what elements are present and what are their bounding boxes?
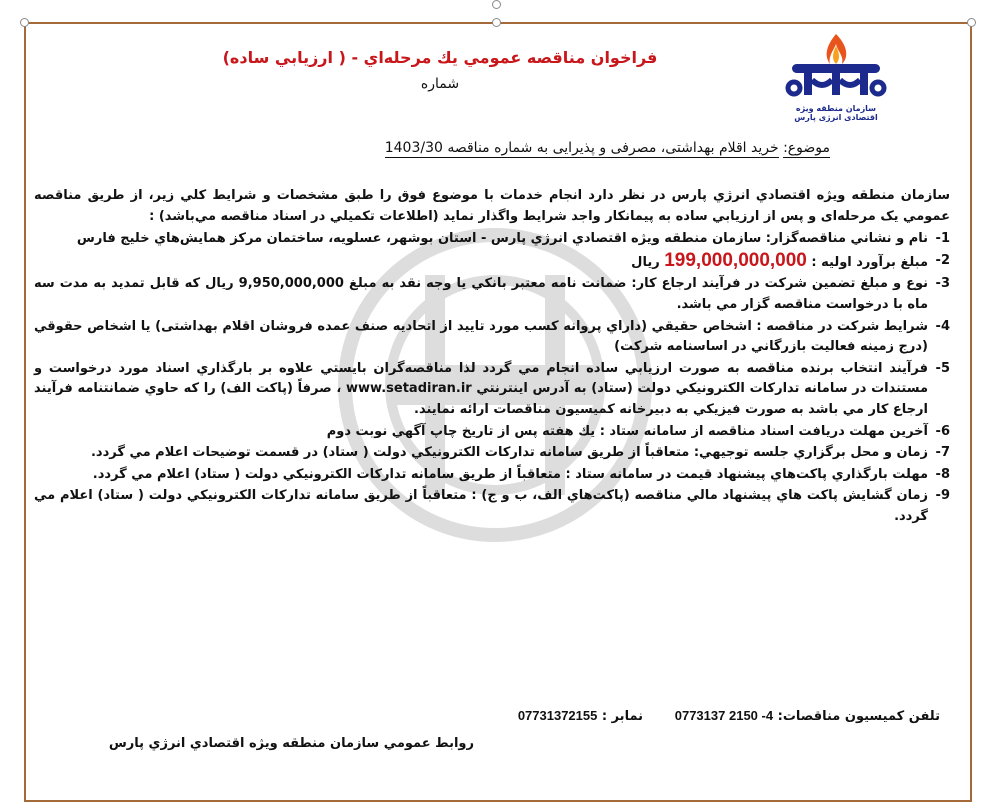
- rotate-handle[interactable]: [492, 0, 501, 9]
- item-number: 5-: [935, 360, 950, 376]
- item-text: زمان گشايش پاكت هاي پيشنهاد مالي مناقصه (پاكت‌هاي الف، ب و ج) : متعاقباً از طريق سامانه تداركات الكترونيكي دولت ( ستاد) اعلام مي گردد.: [34, 488, 928, 524]
- subject-line: [190, 140, 830, 156]
- phone-value: 4- 2150 0773137: [674, 708, 774, 723]
- list-item-2: [34, 251, 950, 274]
- item-number: 8-: [935, 466, 950, 482]
- commission-contact: [340, 708, 940, 724]
- page-title: فراخوان مناقصه عمومي يك مرحله‌اي - ( ارزيابي ساده): [222, 48, 658, 67]
- list-item-3: [34, 274, 950, 315]
- item-number: 2-: [935, 252, 950, 268]
- item-text: شرايط شركت در مناقصه : اشخاص حقيقي (داراي پروانه كسب مورد تاييد از اتحاديه صنف عمده فروشان اقلام بهداشتی) يا اشخاص حقوقي (درج زمينه فعاليت بازرگاني در اساسنامه شركت): [34, 318, 928, 355]
- estimate-label: مبلغ برآورد اوليه :: [811, 254, 928, 270]
- fax-value: 07731372155: [517, 708, 598, 723]
- item-text: مهلت بارگذاري پاكت‌هاي پيشنهاد قيمت در سامانه ستاد : متعاقباً از طريق سامانه تداركات الكترونيكي دولت ( ستاد) اعلام مي گردد.: [92, 466, 928, 482]
- item-number: 6-: [935, 423, 950, 439]
- item-number: 9-: [935, 488, 950, 504]
- announcement-body: [34, 186, 950, 529]
- item-text: زمان و محل برگزاري جلسه توجيهي: متعاقباً از طريق سامانه تداركات الكترونيكي دولت ( ستاد) در قسمت توضيحات اعلام مي گردد.: [90, 445, 928, 461]
- list-item-8: [34, 465, 950, 486]
- resize-handle-top-left[interactable]: [20, 18, 29, 27]
- resize-handle-top-right[interactable]: [967, 18, 976, 27]
- list-item-4: [34, 317, 950, 358]
- public-relations-signature: روابط عمومي سازمان منطقه ويژه اقتصادي انرژي پارس: [108, 736, 474, 751]
- item-number: 4-: [935, 318, 950, 334]
- item-text: نوع و مبلغ تضمين شركت در فرآيند ارجاع كار: ضمانت نامه معتبر بانكي يا وجه نقد به مبلغ 9,950,000,000 ريال كه قابل تمديد به مدت سه ماه با درخواست مناقصه گزار مي باشد.: [34, 276, 928, 312]
- subject-text: خريد اقلام بهداشتی، مصرفی و پذیرایی به شماره مناقصه 1403/30: [384, 140, 779, 156]
- list-item-7: [34, 443, 950, 464]
- organization-logo: [782, 30, 890, 120]
- item-number: 1-: [935, 231, 950, 247]
- list-item-6: [34, 422, 950, 443]
- item-text: نام و نشاني مناقصه‌گزار: سازمان منطقه ويژه اقتصادي انرژي پارس - استان بوشهر، عسلويه، ساختمان مركز همايش‌هاي خليج فارس: [76, 231, 928, 247]
- list-item-5: [34, 359, 950, 421]
- subject-label: موضوع:: [783, 140, 830, 156]
- estimate-line: [34, 251, 928, 274]
- item-text: آخرين مهلت دريافت اسناد مناقصه از سامانه ستاد : يك هفته پس از تاريخ چاپ آگهي نوبت دوم: [326, 423, 928, 439]
- phone-label: تلفن كميسيون مناقصات:: [777, 709, 940, 724]
- estimate-amount: 199,000,000,000: [664, 249, 807, 271]
- list-item-1: [34, 229, 950, 250]
- item-number: 3-: [935, 276, 950, 292]
- intro-paragraph: سازمان منطقه ويژه اقتصادي انرژي پارس در نظر دارد انجام خدمات با موضوع فوق را طبق مشخصات و شرايط كلي زير، از طريق مناقصه عمومي يک مرحله‌ای و پس از ارزيابي ساده به پيمانكار واجد شرايط واگذار نمايد (اطلاعات تكميلي در اسناد مناقصه مي‌باشد) :: [34, 188, 950, 224]
- estimate-unit: ريال: [631, 254, 660, 270]
- item-text: فرآيند انتخاب برنده مناقصه به صورت ارزيابي ساده انجام مي گردد لذا مناقصه‌گران بايستي علاوه بر بارگذاري اسناد مورد درخواست و مستندات در سامانه تداركات الكترونيكي دولت (ستاد) به آدرس اينترنتي www.setadiran.ir ، صرفاً (پاكت الف) را كه حاوي ضمانتنامه فرآيند ارجاع كار مي باشد به صورت فيزيكي به دبيرخانه كميسيون مناقصات ارائه نمايند.: [34, 360, 928, 417]
- list-item-9: [34, 486, 950, 527]
- conditions-list: [34, 229, 950, 527]
- resize-handle-top-center[interactable]: [492, 18, 501, 27]
- tender-number-label: شماره: [420, 76, 460, 92]
- fax-label: نمابر :: [601, 709, 644, 724]
- flame-logo-icon: [782, 30, 890, 104]
- item-number: 7-: [935, 445, 950, 461]
- logo-caption: سازمان منطقه ویژه اقتصادی انرژی پارس: [794, 104, 878, 122]
